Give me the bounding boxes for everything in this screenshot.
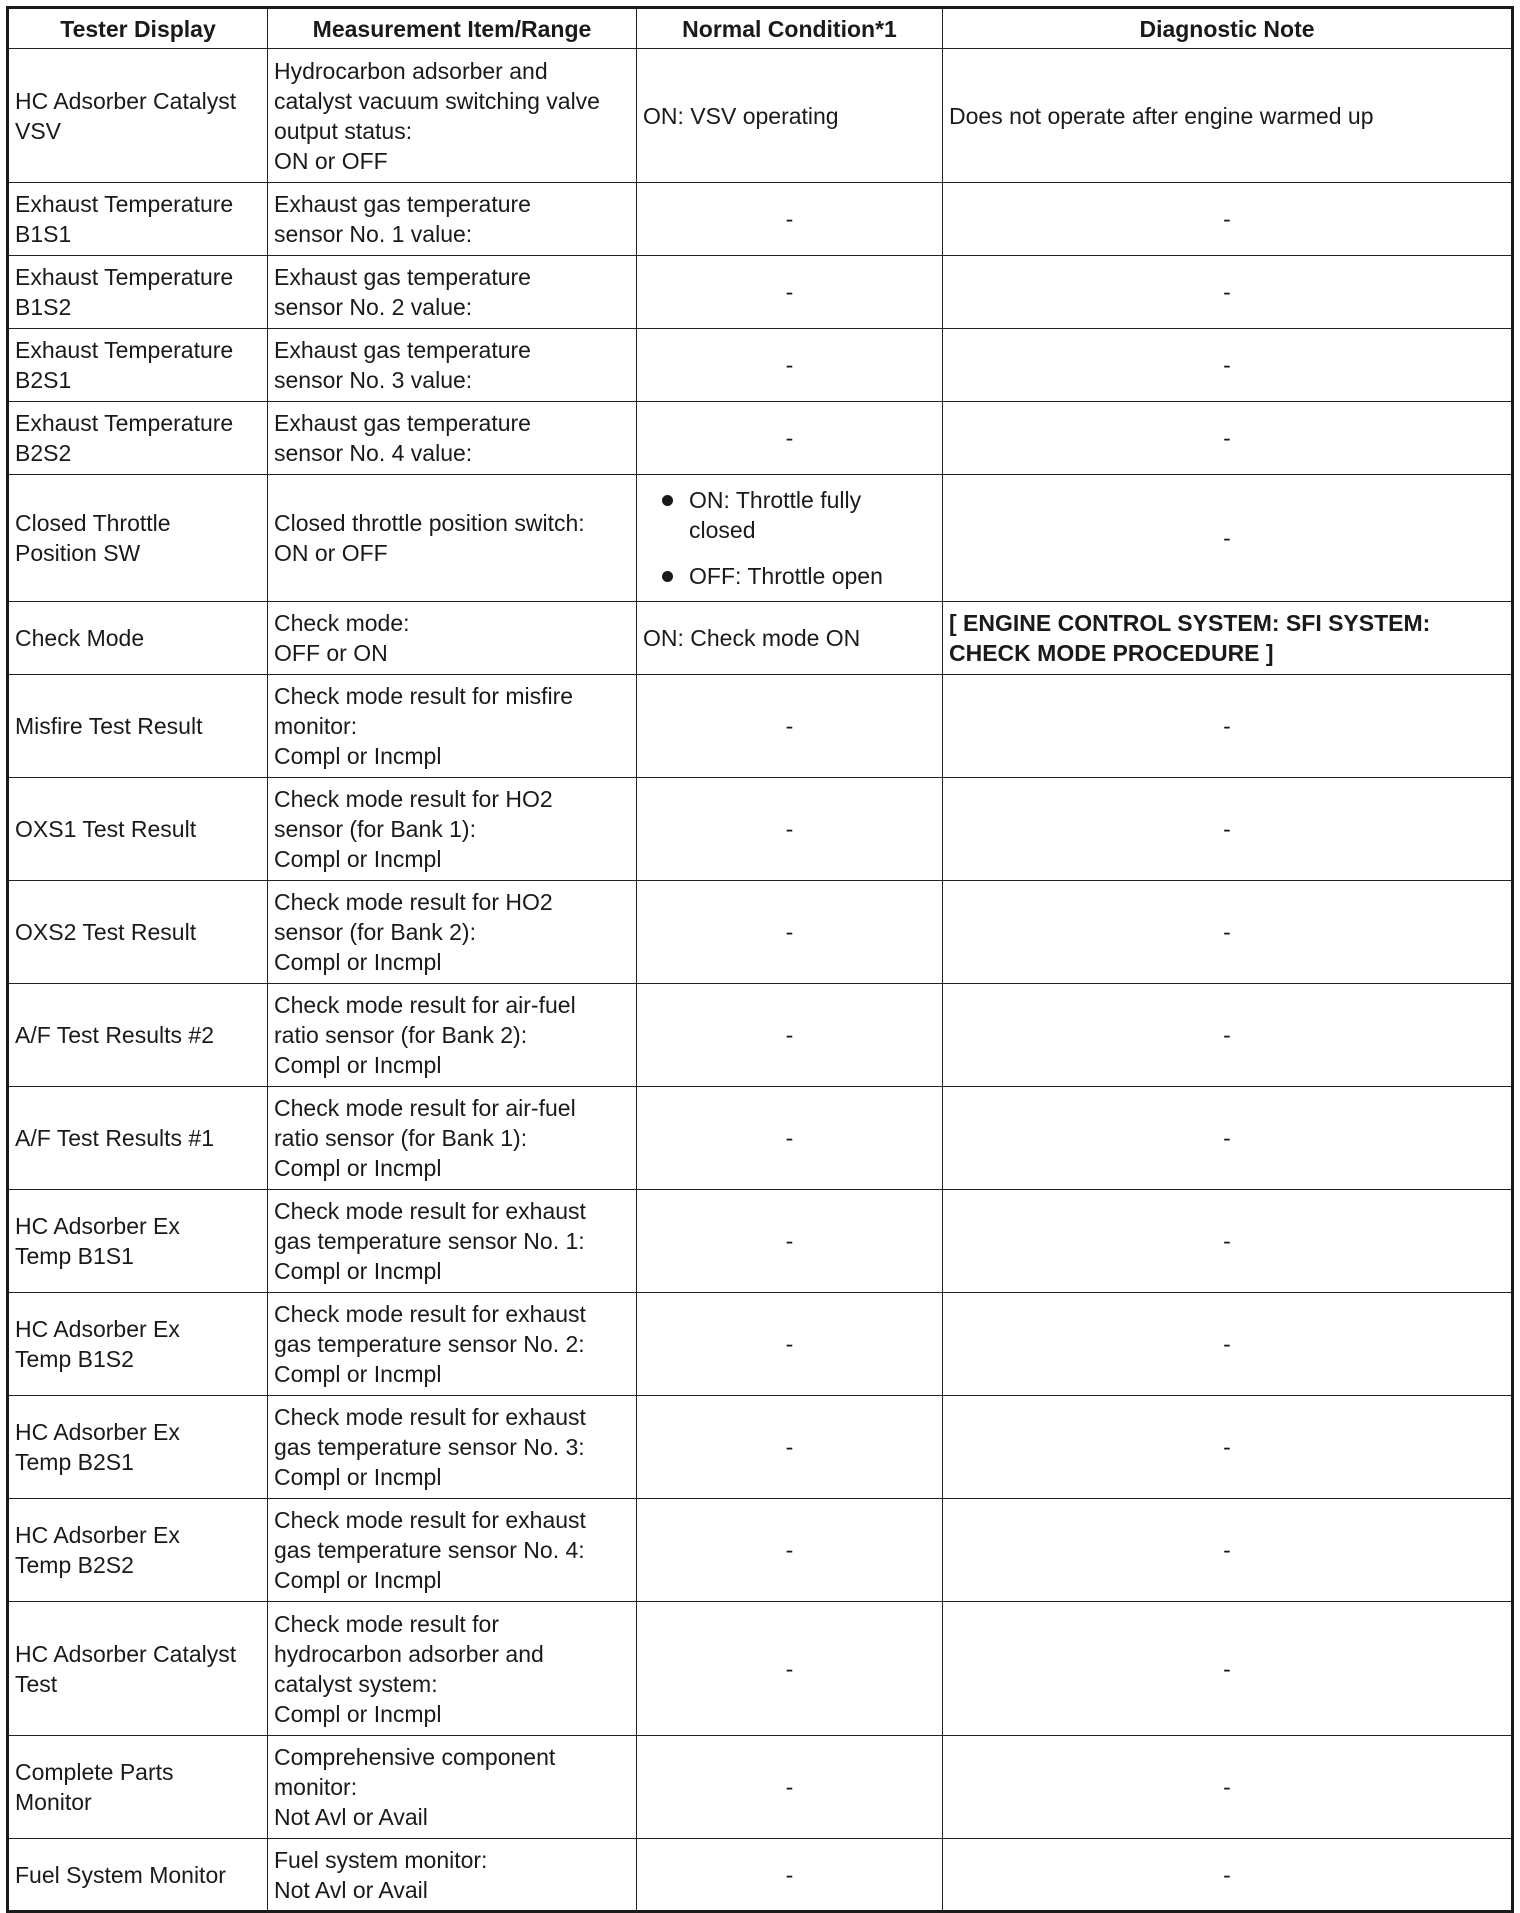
normal-condition-cell: - [637, 778, 943, 881]
table-row [8, 1499, 1513, 1602]
tester-display-cell: Exhaust Temperature B1S1 [8, 183, 268, 256]
header-tester-display: Tester Display [8, 8, 268, 49]
table-row [8, 256, 1513, 329]
tester-display-cell: HC Adsorber Ex Temp B1S1 [8, 1190, 268, 1293]
diagnostic-note-cell: - [943, 329, 1513, 402]
header-normal-condition: Normal Condition*1 [637, 8, 943, 49]
measurement-cell: Check mode result for HO2 sensor (for Bank 1): Compl or Incmpl [268, 778, 637, 881]
normal-condition-cell: - [637, 1087, 943, 1190]
normal-condition-cell: ON: Check mode ON [637, 602, 943, 675]
normal-condition-cell: - [637, 1839, 943, 1912]
bullet-item [643, 561, 936, 591]
normal-condition-cell: - [637, 1190, 943, 1293]
tester-display-cell: HC Adsorber Ex Temp B2S2 [8, 1499, 268, 1602]
measurement-cell: Exhaust gas temperature sensor No. 4 value: [268, 402, 637, 475]
normal-condition-cell: - [637, 1396, 943, 1499]
measurement-cell: Check mode result for air-fuel ratio sensor (for Bank 1): Compl or Incmpl [268, 1087, 637, 1190]
table-row [8, 881, 1513, 984]
tester-display-cell: Check Mode [8, 602, 268, 675]
table-row [8, 1736, 1513, 1839]
header-measurement-item: Measurement Item/Range [268, 8, 637, 49]
diagnostic-note-cell: - [943, 1602, 1513, 1736]
table-row [8, 475, 1513, 602]
tester-display-cell: HC Adsorber Catalyst Test [8, 1602, 268, 1736]
table-row [8, 1190, 1513, 1293]
normal-condition-cell: - [637, 329, 943, 402]
tester-display-cell: A/F Test Results #2 [8, 984, 268, 1087]
normal-condition-bullet-list [643, 485, 936, 591]
diagnostic-note-cell: - [943, 183, 1513, 256]
table-row [8, 602, 1513, 675]
check-mode-procedure-link[interactable]: [ ENGINE CONTROL SYSTEM: SFI SYSTEM: CHECK MODE PROCEDURE ] [943, 602, 1513, 675]
normal-condition-cell: - [637, 183, 943, 256]
table-row [8, 1087, 1513, 1190]
tester-display-cell: HC Adsorber Ex Temp B2S1 [8, 1396, 268, 1499]
diagnostic-note-cell: Does not operate after engine warmed up [943, 49, 1513, 183]
table-row [8, 675, 1513, 778]
tester-display-cell: Complete Parts Monitor [8, 1736, 268, 1839]
bullet-dot-icon [662, 495, 673, 506]
table-row [8, 49, 1513, 183]
table-row [8, 183, 1513, 256]
diagnostic-note-cell: - [943, 1190, 1513, 1293]
bullet-item [643, 485, 936, 545]
diagnostic-note-cell: - [943, 1293, 1513, 1396]
table-row [8, 329, 1513, 402]
tester-display-cell: Misfire Test Result [8, 675, 268, 778]
diagnostic-note-cell: - [943, 475, 1513, 602]
normal-condition-cell: - [637, 984, 943, 1087]
table-row [8, 1293, 1513, 1396]
measurement-cell: Check mode result for air-fuel ratio sensor (for Bank 2): Compl or Incmpl [268, 984, 637, 1087]
measurement-cell: Check mode: OFF or ON [268, 602, 637, 675]
diagnostic-note-cell: - [943, 1396, 1513, 1499]
bullet-dot-icon [662, 571, 673, 582]
diagnostic-note-cell: - [943, 1499, 1513, 1602]
measurement-cell: Exhaust gas temperature sensor No. 1 value: [268, 183, 637, 256]
table-row [8, 402, 1513, 475]
measurement-cell: Check mode result for exhaust gas temperature sensor No. 2: Compl or Incmpl [268, 1293, 637, 1396]
diagnostic-note-cell: - [943, 984, 1513, 1087]
tester-display-cell: HC Adsorber Catalyst VSV [8, 49, 268, 183]
normal-condition-cell: ON: VSV operating [637, 49, 943, 183]
measurement-cell: Check mode result for exhaust gas temperature sensor No. 4: Compl or Incmpl [268, 1499, 637, 1602]
table-row [8, 1602, 1513, 1736]
document-page [6, 6, 1511, 1913]
table-row [8, 984, 1513, 1087]
diagnostic-note-cell: - [943, 881, 1513, 984]
header-diagnostic-note: Diagnostic Note [943, 8, 1513, 49]
tester-display-cell: A/F Test Results #1 [8, 1087, 268, 1190]
measurement-cell: Check mode result for exhaust gas temperature sensor No. 3: Compl or Incmpl [268, 1396, 637, 1499]
table-row [8, 1839, 1513, 1912]
diagnostic-note-cell: - [943, 1087, 1513, 1190]
normal-condition-cell: - [637, 881, 943, 984]
tester-display-cell: OXS1 Test Result [8, 778, 268, 881]
normal-condition-cell [637, 475, 943, 602]
measurement-cell: Fuel system monitor: Not Avl or Avail [268, 1839, 637, 1912]
normal-condition-cell: - [637, 1602, 943, 1736]
measurement-cell: Exhaust gas temperature sensor No. 3 value: [268, 329, 637, 402]
bullet-text: ON: Throttle fully closed [689, 487, 862, 543]
diagnostic-note-cell: - [943, 402, 1513, 475]
normal-condition-cell: - [637, 675, 943, 778]
measurement-cell: Check mode result for exhaust gas temperature sensor No. 1: Compl or Incmpl [268, 1190, 637, 1293]
measurement-cell: Check mode result for misfire monitor: Compl or Incmpl [268, 675, 637, 778]
tester-display-cell: OXS2 Test Result [8, 881, 268, 984]
measurement-cell: Check mode result for HO2 sensor (for Bank 2): Compl or Incmpl [268, 881, 637, 984]
measurement-cell: Comprehensive component monitor: Not Avl or Avail [268, 1736, 637, 1839]
normal-condition-cell: - [637, 402, 943, 475]
measurement-cell: Hydrocarbon adsorber and catalyst vacuum switching valve output status: ON or OFF [268, 49, 637, 183]
measurement-cell: Exhaust gas temperature sensor No. 2 value: [268, 256, 637, 329]
measurement-cell: Closed throttle position switch: ON or OFF [268, 475, 637, 602]
tester-display-cell: Exhaust Temperature B2S2 [8, 402, 268, 475]
tester-display-cell: Fuel System Monitor [8, 1839, 268, 1912]
table-row [8, 1396, 1513, 1499]
table-header-row [8, 8, 1513, 49]
tester-display-cell: Exhaust Temperature B1S2 [8, 256, 268, 329]
normal-condition-cell: - [637, 1736, 943, 1839]
diagnostic-note-cell: - [943, 256, 1513, 329]
normal-condition-cell: - [637, 1499, 943, 1602]
diagnostic-note-cell: - [943, 1736, 1513, 1839]
diagnostic-note-cell: - [943, 778, 1513, 881]
normal-condition-cell: - [637, 1293, 943, 1396]
bullet-text: OFF: Throttle open [689, 563, 883, 589]
table-row [8, 778, 1513, 881]
measurement-cell: Check mode result for hydrocarbon adsorber and catalyst system: Compl or Incmpl [268, 1602, 637, 1736]
diagnostic-note-cell: - [943, 1839, 1513, 1912]
normal-condition-cell: - [637, 256, 943, 329]
data-list-table [6, 6, 1514, 1913]
tester-display-cell: Closed Throttle Position SW [8, 475, 268, 602]
tester-display-cell: Exhaust Temperature B2S1 [8, 329, 268, 402]
diagnostic-note-cell: - [943, 675, 1513, 778]
tester-display-cell: HC Adsorber Ex Temp B1S2 [8, 1293, 268, 1396]
